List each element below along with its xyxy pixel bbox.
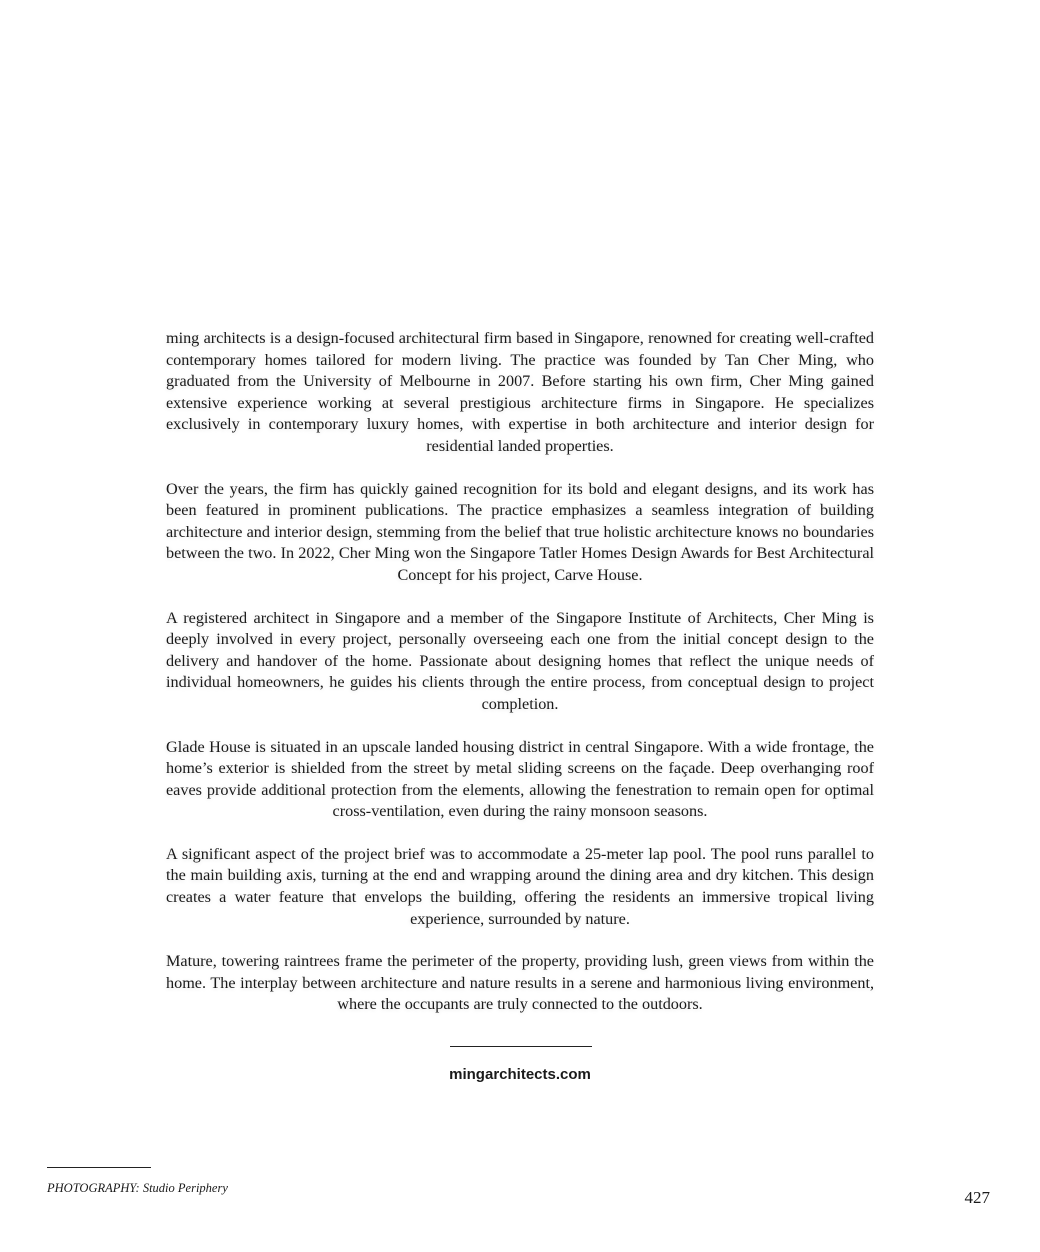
article-paragraph-1: ming architects is a design-focused architectural firm based in Singapore, renowned for creating well-crafted contemporary homes tailored for modern living. The practice was founded by Tan Cher Ming, who graduated from the University of Melbourne in 2007. Before starting his own firm, Cher Ming gained extensive experience working at several prestigious architecture firms in Singapore. He specializes exclusively in contemporary luxury homes, with expertise in both architecture and interior design for residential landed properties. (166, 329, 874, 455)
article-paragraph-5: A significant aspect of the project brief was to accommodate a 25-meter lap pool. The pool runs parallel to the main building axis, turning at the end and wrapping around the dining area and dry kitchen. This design creates a water feature that envelops the building, offering the residents an immersive tropical living experience, surrounded by nature. (166, 844, 874, 928)
photography-credit: PHOTOGRAPHY: Studio Periphery (47, 1181, 228, 1195)
article-paragraph-2: Over the years, the firm has quickly gained recognition for its bold and elegant designs, and its work has been featured in prominent publications. The practice emphasizes a seamless integration of building architecture and interior design, stemming from the belief that true holistic architecture knows no boundaries between the two. In 2022, Cher Ming won the Singapore Tatler Homes Design Awards for Best Architectural Concept for his project, Carve House. (166, 479, 874, 584)
article-paragraph-6: Mature, towering raintrees frame the perimeter of the property, providing lush, green views from within the home. The interplay between architecture and nature results in a serene and harmonious living environment, where the occupants are truly connected to the outdoors. (166, 952, 874, 1014)
page-number: 427 (964, 1188, 990, 1207)
article-paragraph-3: A registered architect in Singapore and a member of the Singapore Institute of Architects, Cher Ming is deeply involved in every project, personally overseeing each one from the initial concept design to the delivery and handover of the home. Passionate about designing homes that reflect the unique needs of individual homeowners, he guides his clients through the entire process, from conceptual design to project completion. (166, 608, 874, 713)
article-body (166, 328, 874, 1037)
website-link[interactable]: mingarchitects.com (449, 1066, 591, 1083)
website-divider (450, 1046, 592, 1047)
article-paragraph-4: Glade House is situated in an upscale landed housing district in central Singapore. With a wide frontage, the home’s exterior is shielded from the street by metal sliding screens on the façade. Deep overhanging roof eaves provide additional protection from the elements, allowing the fenestration to remain open for optimal cross-ventilation, even during the rainy monsoon seasons. (166, 737, 874, 821)
credit-divider (47, 1167, 151, 1168)
